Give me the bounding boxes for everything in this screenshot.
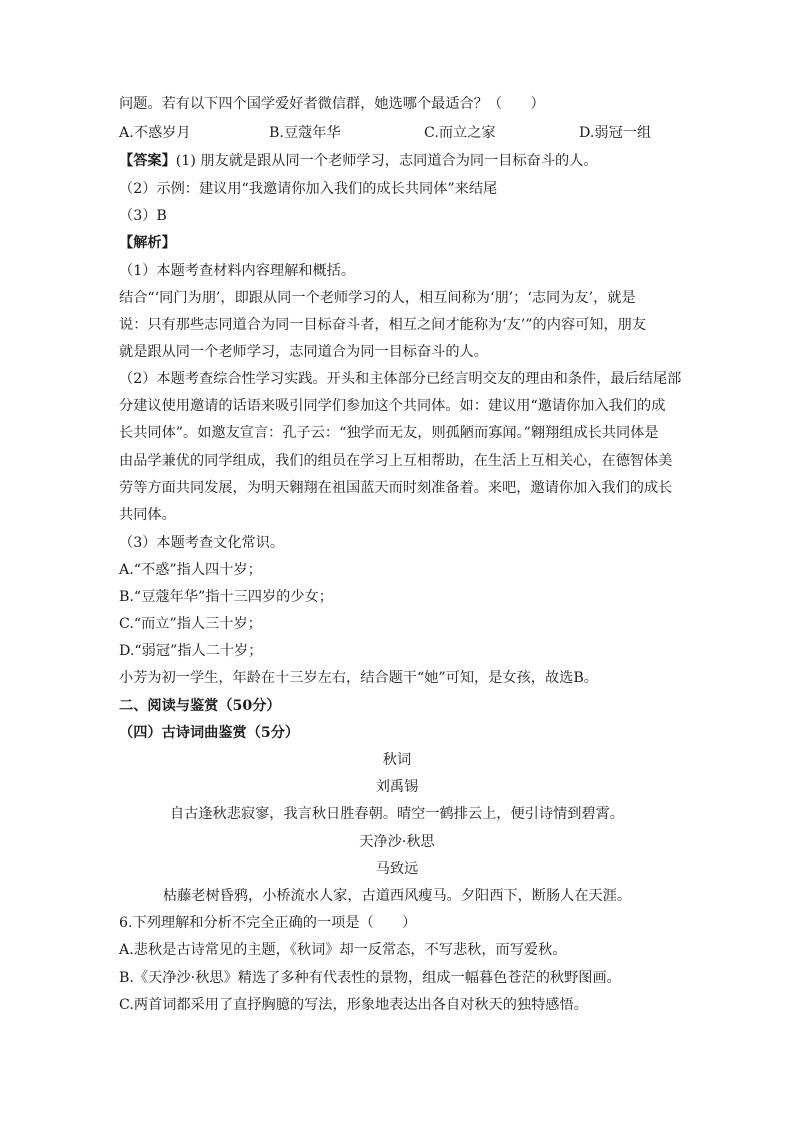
analysis-line: D.“弱冠”指人二十岁；: [119, 643, 263, 659]
analysis-line: 说：只有那些志同道合为同一目标奋斗者，相互之间才能称为‘友’”的内容可知，朋友: [119, 317, 647, 333]
poem-1-title: 秋词: [382, 752, 412, 768]
analysis-line: 长共同体”。如邀友宣言：孔子云：“独学而无友，则孤陋而寡闻。”翱翔组成长共同体是: [119, 425, 659, 441]
analysis-line: 小芳为初一学生，年龄在十三岁左右，结合题干“她”可知，是女孩，故选B。: [119, 670, 598, 686]
answer-line-1: [119, 152, 679, 170]
option-c: C.而立之家: [424, 125, 496, 141]
option-d: D.弱冠一组: [579, 125, 652, 141]
analysis-line: B.“豆蔻年华”指十三四岁的少女；: [119, 589, 333, 605]
poem-2-author: 马致远: [375, 861, 419, 877]
answer-3: （3）B: [119, 208, 167, 224]
option-a: A.不惑岁月: [119, 125, 191, 141]
question-6-option: C.两首词都采用了直抒胸臆的写法，形象地表达出各自对秋天的独特感悟。: [119, 997, 588, 1013]
analysis-line: 分建议使用邀请的话语来吸引同学们参加这个共同体。如：建议用“邀请你加入我们的成: [119, 398, 666, 414]
question-6-option: B.《天净沙·秋思》精选了多种有代表性的景物，组成一幅暮色苍茫的秋野图画。: [119, 970, 621, 986]
analysis-line: 劳等方面共同发展，为明天翱翔在祖国蓝天而时刻准备着。来吧，邀请你加入我们的成长: [119, 480, 673, 496]
option-b: B.豆蔻年华: [269, 125, 341, 141]
analysis-line: 共同体。: [119, 507, 176, 523]
analysis-line: 就是跟从同一个老师学习，志同道合为同一目标奋斗的人。: [119, 344, 488, 360]
answer-2: （2）示例：建议用“我邀请你加入我们的成长共同体”来结尾: [119, 181, 498, 197]
analysis-line: A.“不惑”指人四十岁；: [119, 562, 262, 578]
analysis-line: 由品学兼优的同学组成，我们的组员在学习上互相帮助，在生活上互相关心，在德智体美: [119, 453, 673, 469]
poem-2-title: 天净沙·秋思: [359, 834, 435, 850]
answer-1: (1) 朋友就是跟从同一个老师学习，志同道合为同一目标奋斗的人。: [175, 153, 598, 169]
analysis-line: C.“而立”指人三十岁；: [119, 616, 262, 632]
section-2-title: 二、阅读与鉴赏（50分）: [119, 698, 281, 714]
section-4-title: （四）古诗词曲鉴赏（5分）: [119, 725, 300, 741]
question-6-stem: 6.下列理解和分析不完全正确的一项是（ ）: [119, 915, 417, 931]
analysis-line: 结合“‘同门为朋’，即跟从同一个老师学习的人，相互间称为‘朋’；‘志同为友’，就是: [119, 290, 636, 306]
poem-1-author: 刘禹锡: [375, 779, 419, 795]
answer-tag: 【答案】: [119, 153, 176, 169]
question-6-option: A.悲秋是古诗常见的主题，《秋词》却一反常态，不写悲秋，而写爱秋。: [119, 942, 567, 958]
question-5-stem-tail: 问题。若有以下四个国学爱好者微信群，她选哪个最适合？（ ）: [119, 96, 545, 112]
analysis-tag: 【解析】: [119, 235, 176, 251]
poem-1-text: 自古逢秋悲寂寥，我言秋日胜春朝。晴空一鹤排云上，便引诗情到碧霄。: [169, 806, 624, 822]
analysis-line: （1）本题考查材料内容理解和概括。: [119, 263, 356, 279]
analysis-line: （3）本题考查文化常识。: [119, 535, 285, 551]
analysis-line: （2）本题考查综合性学习实践。开头和主体部分已经言明交友的理由和条件，最后结尾部: [119, 371, 682, 387]
poem-2-text: 枯藤老树昏鸦，小桥流水人家，古道西风瘦马。夕阳西下，断肠人在天涯。: [162, 888, 632, 904]
